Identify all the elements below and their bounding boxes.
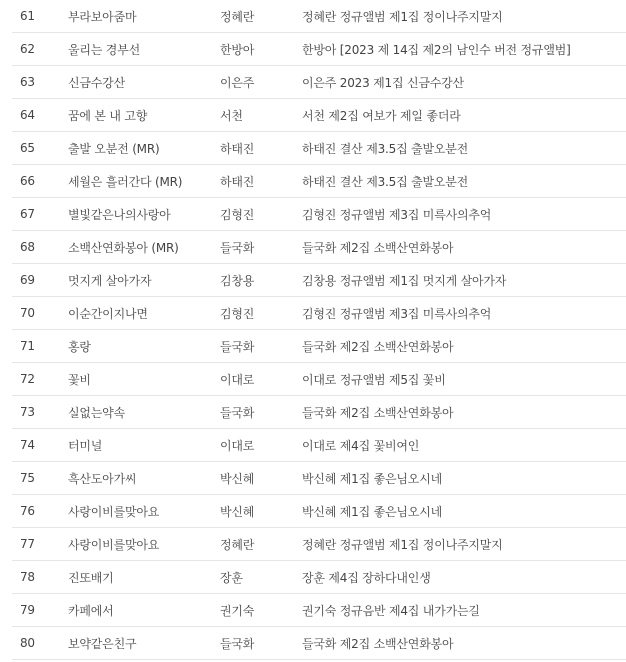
table-row[interactable] bbox=[12, 66, 626, 99]
album-name[interactable]: 박신혜 제1집 좋은님오시네 bbox=[302, 471, 442, 486]
song-title[interactable]: 울리는 경부선 bbox=[68, 42, 140, 57]
album-name[interactable]: 이은주 2023 제1집 신금수강산 bbox=[302, 75, 464, 90]
artist-name[interactable]: 이은주 bbox=[220, 75, 255, 90]
album-name[interactable]: 이대로 정규앨범 제5집 꽃비 bbox=[302, 372, 446, 387]
artist-name[interactable]: 하태진 bbox=[220, 174, 255, 189]
artist-name[interactable]: 한방아 bbox=[220, 42, 255, 57]
song-title[interactable]: 진또배기 bbox=[68, 570, 114, 585]
song-title[interactable]: 사랑이비를맞아요 bbox=[68, 504, 160, 519]
album-name[interactable]: 한방아 [2023 제 14집 제2의 남인수 버전 정규앨범] bbox=[302, 42, 571, 57]
artist-name[interactable]: 장훈 bbox=[220, 570, 243, 585]
table-row[interactable] bbox=[12, 264, 626, 297]
song-title[interactable]: 꿈에 본 내 고향 bbox=[68, 108, 148, 123]
row-number: 64 bbox=[20, 108, 35, 122]
artist-name[interactable]: 정혜란 bbox=[220, 9, 255, 24]
song-title[interactable]: 홍랑 bbox=[68, 339, 91, 354]
table-row[interactable] bbox=[12, 627, 626, 660]
table-row[interactable] bbox=[12, 297, 626, 330]
artist-name[interactable]: 정혜란 bbox=[220, 537, 255, 552]
row-number: 75 bbox=[20, 471, 35, 485]
table-row[interactable] bbox=[12, 594, 626, 627]
row-number: 72 bbox=[20, 372, 35, 386]
album-name[interactable]: 정혜란 정규앨범 제1집 정이나주지말지 bbox=[302, 537, 503, 552]
row-number: 74 bbox=[20, 438, 35, 452]
row-number: 62 bbox=[20, 42, 35, 56]
artist-name[interactable]: 서천 bbox=[220, 108, 243, 123]
table-row[interactable] bbox=[12, 528, 626, 561]
table-row[interactable] bbox=[12, 495, 626, 528]
album-name[interactable]: 하태진 결산 제3.5집 출발오분전 bbox=[302, 141, 469, 156]
album-name[interactable]: 서천 제2집 여보가 제일 좋더라 bbox=[302, 108, 461, 123]
song-title[interactable]: 실없는약속 bbox=[68, 405, 125, 420]
artist-name[interactable]: 이대로 bbox=[220, 438, 255, 453]
row-number: 66 bbox=[20, 174, 35, 188]
row-number: 70 bbox=[20, 306, 35, 320]
song-title[interactable]: 세월은 흘러간다 (MR) bbox=[68, 174, 183, 189]
album-name[interactable]: 김형진 정규앨범 제3집 미륵사의추억 bbox=[302, 306, 492, 321]
song-title[interactable]: 보약같은친구 bbox=[68, 636, 137, 651]
song-table bbox=[12, 0, 626, 660]
table-row[interactable] bbox=[12, 330, 626, 363]
album-name[interactable]: 들국화 제2집 소백산연화봉아 bbox=[302, 405, 454, 420]
artist-name[interactable]: 김형진 bbox=[220, 306, 255, 321]
artist-name[interactable]: 이대로 bbox=[220, 372, 255, 387]
song-title[interactable]: 소백산연화봉아 (MR) bbox=[68, 240, 179, 255]
table-row[interactable] bbox=[12, 396, 626, 429]
song-title[interactable]: 이순간이지나면 bbox=[68, 306, 148, 321]
row-number: 78 bbox=[20, 570, 35, 584]
row-number: 79 bbox=[20, 603, 35, 617]
album-name[interactable]: 권기숙 정규음반 제4집 내가가는길 bbox=[302, 603, 480, 618]
artist-name[interactable]: 하태진 bbox=[220, 141, 255, 156]
song-title[interactable]: 흑산도아가씨 bbox=[68, 471, 137, 486]
row-number: 73 bbox=[20, 405, 35, 419]
table-row[interactable] bbox=[12, 165, 626, 198]
artist-name[interactable]: 들국화 bbox=[220, 339, 255, 354]
album-name[interactable]: 이대로 제4집 꽃비여인 bbox=[302, 438, 420, 453]
row-number: 77 bbox=[20, 537, 35, 551]
artist-name[interactable]: 들국화 bbox=[220, 240, 255, 255]
song-title[interactable]: 카페에서 bbox=[68, 603, 114, 618]
artist-name[interactable]: 박신혜 bbox=[220, 471, 255, 486]
table-row[interactable] bbox=[12, 462, 626, 495]
album-name[interactable]: 박신혜 제1집 좋은님오시네 bbox=[302, 504, 442, 519]
song-title[interactable]: 꽃비 bbox=[68, 372, 91, 387]
table-row[interactable] bbox=[12, 198, 626, 231]
artist-name[interactable]: 권기숙 bbox=[220, 603, 255, 618]
album-name[interactable]: 김형진 정규앨범 제3집 미륵사의추억 bbox=[302, 207, 492, 222]
album-name[interactable]: 하태진 결산 제3.5집 출발오분전 bbox=[302, 174, 469, 189]
table-row[interactable] bbox=[12, 0, 626, 33]
row-number: 65 bbox=[20, 141, 35, 155]
song-title[interactable]: 사랑이비를맞아요 bbox=[68, 537, 160, 552]
table-row[interactable] bbox=[12, 231, 626, 264]
artist-name[interactable]: 들국화 bbox=[220, 636, 255, 651]
song-title[interactable]: 터미널 bbox=[68, 438, 103, 453]
table-row[interactable] bbox=[12, 561, 626, 594]
row-number: 69 bbox=[20, 273, 35, 287]
album-name[interactable]: 들국화 제2집 소백산연화봉아 bbox=[302, 636, 454, 651]
row-number: 63 bbox=[20, 75, 35, 89]
song-title[interactable]: 출발 오분전 (MR) bbox=[68, 141, 160, 156]
song-title[interactable]: 신금수강산 bbox=[68, 75, 125, 90]
table-row[interactable] bbox=[12, 99, 626, 132]
table-row[interactable] bbox=[12, 33, 626, 66]
artist-name[interactable]: 박신혜 bbox=[220, 504, 255, 519]
album-name[interactable]: 김창용 정규앨범 제1집 멋지게 살아가자 bbox=[302, 273, 507, 288]
song-title[interactable]: 멋지게 살아가자 bbox=[68, 273, 152, 288]
album-name[interactable]: 정혜란 정규앨범 제1집 정이나주지말지 bbox=[302, 9, 503, 24]
song-title[interactable]: 별빛같은나의사랑아 bbox=[68, 207, 171, 222]
artist-name[interactable]: 김형진 bbox=[220, 207, 255, 222]
row-number: 61 bbox=[20, 9, 35, 23]
row-number: 68 bbox=[20, 240, 35, 254]
album-name[interactable]: 들국화 제2집 소백산연화봉아 bbox=[302, 339, 454, 354]
row-number: 71 bbox=[20, 339, 35, 353]
table-row[interactable] bbox=[12, 363, 626, 396]
row-number: 80 bbox=[20, 636, 35, 650]
album-name[interactable]: 장훈 제4집 장하다내인생 bbox=[302, 570, 431, 585]
row-number: 76 bbox=[20, 504, 35, 518]
row-number: 67 bbox=[20, 207, 35, 221]
artist-name[interactable]: 김창용 bbox=[220, 273, 255, 288]
artist-name[interactable]: 들국화 bbox=[220, 405, 255, 420]
table-row[interactable] bbox=[12, 429, 626, 462]
album-name[interactable]: 들국화 제2집 소백산연화봉아 bbox=[302, 240, 454, 255]
song-title[interactable]: 부라보아줌마 bbox=[68, 9, 137, 24]
table-row[interactable] bbox=[12, 132, 626, 165]
